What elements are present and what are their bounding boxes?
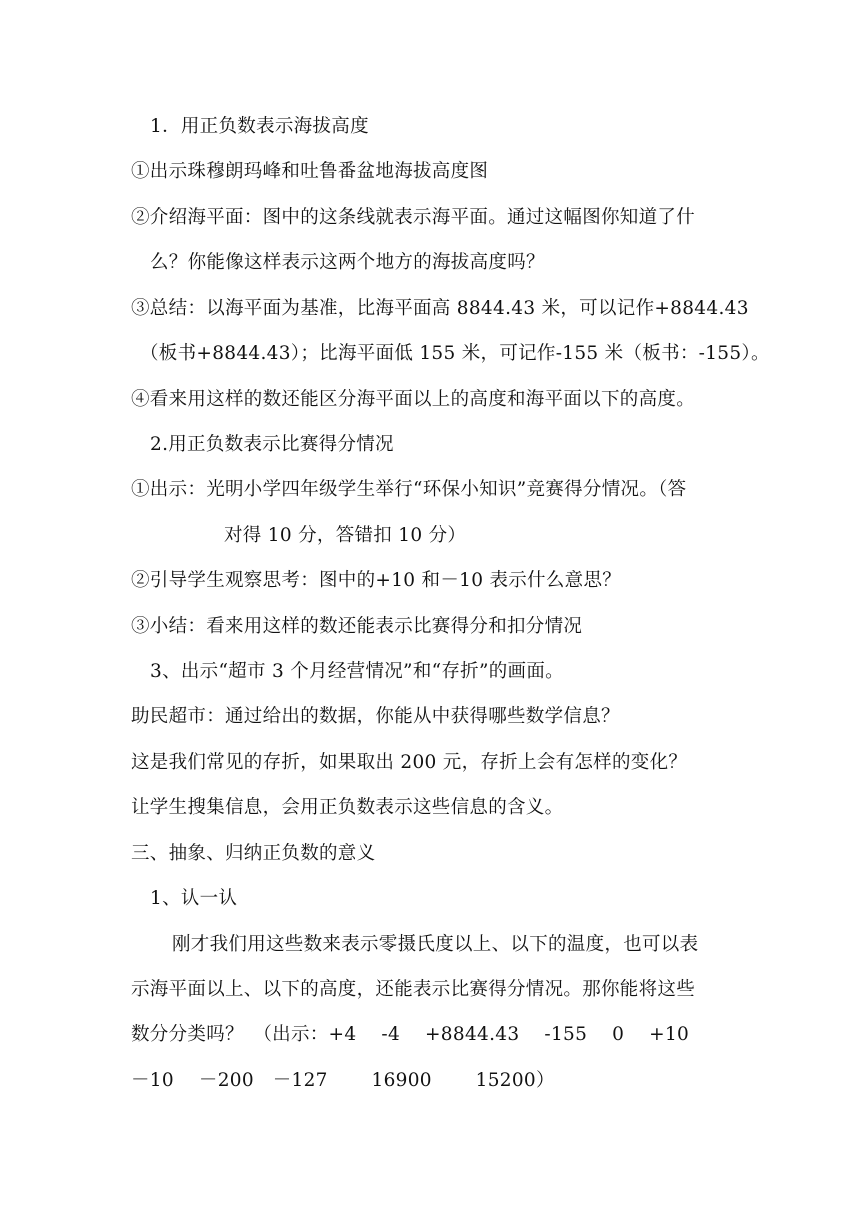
paragraph-supermarket: 助民超市：通过给出的数据，你能从中获得哪些数学信息？ xyxy=(131,706,620,727)
paragraph-passbook: 这是我们常见的存折，如果取出 200 元，存折上会有怎样的变化？ xyxy=(131,752,688,773)
paragraph-summary-cont: （板书+8844.43）；比海平面低 155 米，可记作-155 米（板书：-155）。 xyxy=(140,343,770,364)
paragraph-collect-info: 让学生搜集信息，会用正负数表示这些信息的含义。 xyxy=(131,797,564,818)
heading-recognize: 1、认一认 xyxy=(150,888,238,909)
paragraph-number-list-cont: －10 －200 －127 16900 15200） xyxy=(131,1070,555,1091)
paragraph-show-competition-cont: 对得 10 分，答错扣 10 分） xyxy=(224,525,467,546)
heading-supermarket-passbook: 3、出示“超市 3 个月经营情况”和“存折”的画面。 xyxy=(150,661,564,682)
paragraph-classify-intro: 刚才我们用这些数来表示零摄氏度以上、以下的温度，也可以表 xyxy=(172,934,699,955)
heading-altitude: 1．用正负数表示海拔高度 xyxy=(150,116,369,137)
paragraph-show-competition: ①出示：光明小学四年级学生举行“环保小知识”竞赛得分情况。（答 xyxy=(131,479,687,500)
paragraph-sea-level-intro: ②介绍海平面：图中的这条线就表示海平面。通过这幅图你知道了什 xyxy=(131,207,696,228)
paragraph-sea-level-intro-cont: 么？你能像这样表示这两个地方的海拔高度吗？ xyxy=(150,252,545,273)
heading-competition-score: 2.用正负数表示比赛得分情况 xyxy=(150,434,394,455)
section-heading-abstract: 三、抽象、归纳正负数的意义 xyxy=(131,843,376,864)
paragraph-number-list: 数分分类吗？ （出示：+4 -4 +8844.43 -155 0 +10 xyxy=(131,1024,690,1045)
paragraph-guide-students: ②引导学生观察思考：图中的+10 和－10 表示什么意思？ xyxy=(131,570,622,591)
paragraph-summary: ③总结：以海平面为基准，比海平面高 8844.43 米，可以记作+8844.43 xyxy=(131,298,749,319)
paragraph-show-altitude-map: ①出示珠穆朗玛峰和吐鲁番盆地海拔高度图 xyxy=(131,161,489,182)
paragraph-classify-intro-cont: 示海平面以上、以下的高度，还能表示比赛得分情况。那你能将这些 xyxy=(131,979,696,1000)
paragraph-distinguish-heights: ④看来用这样的数还能区分海平面以上的高度和海平面以下的高度。 xyxy=(131,389,696,410)
paragraph-brief-summary: ③小结：看来用这样的数还能表示比赛得分和扣分情况 xyxy=(131,616,583,637)
